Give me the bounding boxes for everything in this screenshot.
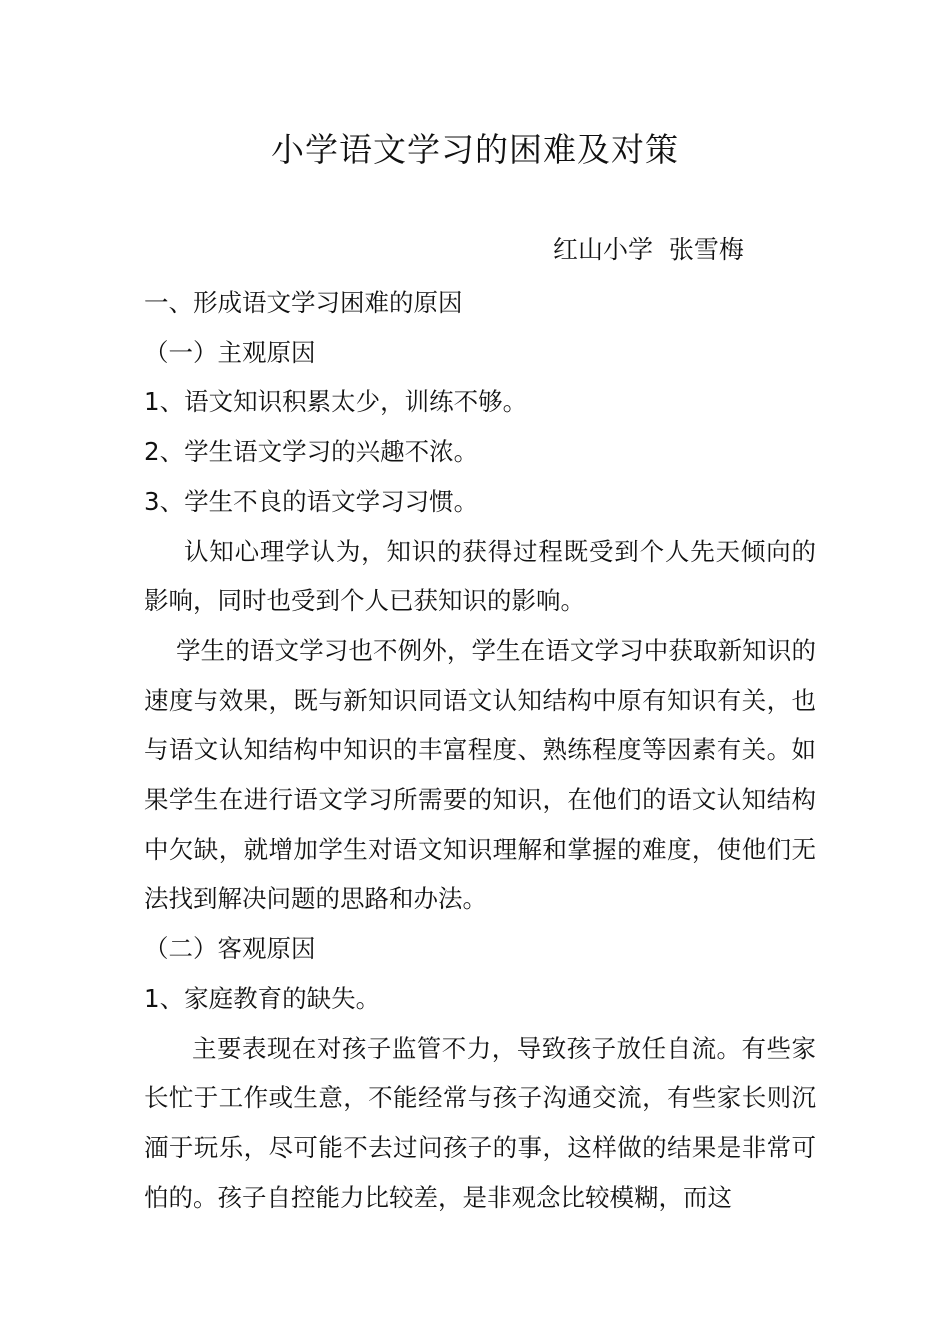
list-item: 1、家庭教育的缺失。 (144, 983, 381, 1013)
section-heading: 一、形成语文学习困难的原因 (144, 288, 463, 317)
list-item: 1、语文知识积累太少，训练不够。 (144, 387, 528, 417)
body-paragraph: 学生的语文学习也不例外，学生在语文学习中获取新知识的速度与效果，既与新知识同语文认知结构中原有知识有关，也与语文认知结构中知识的丰富程度、熟练程度等因素有关。如果学生在进行语文学习所需要的知识，在他们的语文认知结构中欠缺，就增加学生对语文知识理解和掌握的难度，使他们无法找到解决问题的思路和办法。 (144, 635, 816, 914)
document-body (144, 278, 816, 1222)
subsection-heading: （一）主观原因 (144, 337, 316, 367)
list-item: 2、学生语文学习的兴趣不浓。 (144, 437, 479, 467)
author-line: 红山小学 张雪梅 (553, 235, 744, 264)
subsection-heading: （二）客观原因 (144, 934, 316, 964)
body-paragraph: 主要表现在对孩子监管不力，导致孩子放任自流。有些家长忙于工作或生意，不能经常与孩子沟通交流，有些家长则沉湎于玩乐，尽可能不去过问孩子的事，这样做的结果是非常可怕的。孩子自控能力比较差，是非观念比较模糊，而这 (144, 1033, 816, 1212)
document-title: 小学语文学习的困难及对策 (271, 130, 679, 169)
list-item: 3、学生不良的语文学习习惯。 (144, 486, 479, 516)
body-paragraph: 认知心理学认为，知识的获得过程既受到个人先天倾向的影响，同时也受到个人已获知识的影响。 (144, 536, 816, 616)
